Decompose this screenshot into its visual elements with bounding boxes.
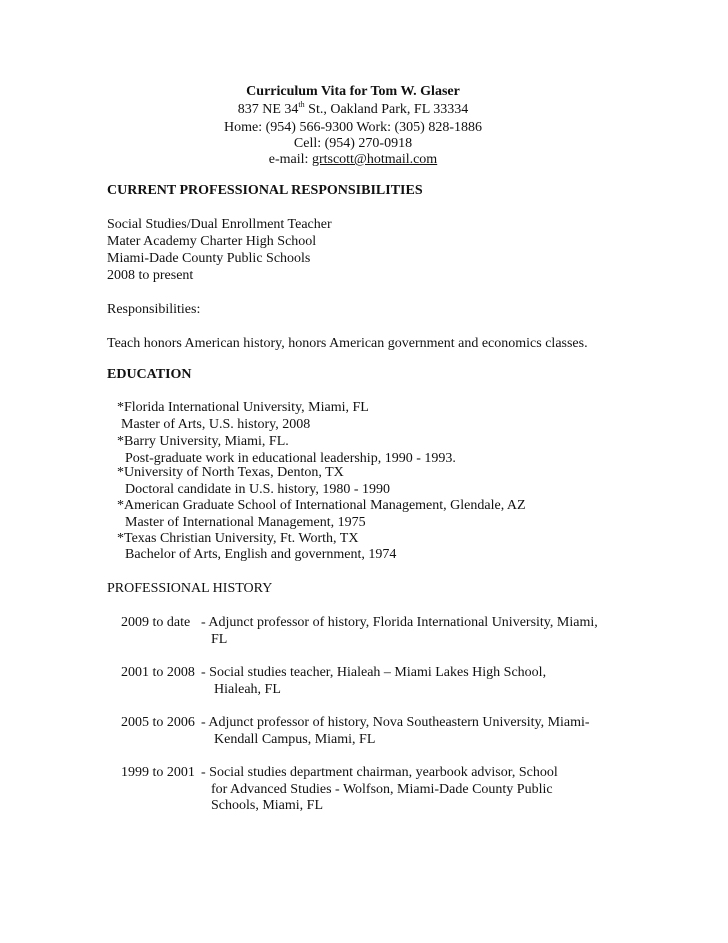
cv-title: Curriculum Vita for Tom W. Glaser	[246, 84, 460, 99]
history-desc: - Social studies department chairman, yearbook advisor, School	[201, 765, 558, 780]
history-date: 1999 to 2001	[121, 765, 195, 780]
history-desc: Kendall Campus, Miami, FL	[214, 732, 376, 747]
history-desc: - Social studies teacher, Hialeah – Miami Lakes High School,	[201, 665, 547, 680]
education-line: Doctoral candidate in U.S. history, 1980 - 1990	[125, 482, 391, 497]
current-line: Social Studies/Dual Enrollment Teacher	[107, 217, 332, 232]
email-line	[0, 151, 706, 169]
history-date: 2005 to 2006	[121, 715, 195, 730]
history-desc: - Adjunct professor of history, Florida International University, Miami,	[201, 615, 598, 630]
education-line: Bachelor of Arts, English and government, 1974	[125, 547, 397, 562]
email-label: e-mail:	[268, 152, 312, 167]
cell-line: Cell: (954) 270-0918	[293, 136, 413, 151]
current-line: Mater Academy Charter High School	[107, 234, 317, 249]
current-line: Miami-Dade County Public Schools	[107, 251, 311, 266]
current-line: 2008 to present	[107, 268, 194, 283]
education-line: Master of International Management, 1975	[125, 515, 366, 530]
history-date: 2009 to date	[121, 615, 191, 630]
history-desc: Hialeah, FL	[214, 682, 281, 697]
education-heading: EDUCATION	[107, 367, 192, 382]
education-line: *American Graduate School of International Management, Glendale, AZ	[117, 498, 526, 513]
address-sup: th	[298, 100, 305, 109]
current-heading: CURRENT PROFESSIONAL RESPONSIBILITIES	[107, 183, 423, 198]
education-line: *Barry University, Miami, FL.	[117, 434, 289, 449]
education-line: *University of North Texas, Denton, TX	[117, 465, 344, 480]
history-desc: for Advanced Studies - Wolfson, Miami-Dade County Public	[211, 782, 553, 797]
education-line: Master of Arts, U.S. history, 2008	[121, 417, 311, 432]
history-desc: Schools, Miami, FL	[211, 798, 324, 813]
history-heading: PROFESSIONAL HISTORY	[107, 581, 273, 596]
address-pre: 837 NE 34	[237, 102, 299, 117]
education-line: *Florida International University, Miami, FL	[117, 400, 369, 415]
education-line: *Texas Christian University, Ft. Worth, TX	[117, 531, 359, 546]
address-line	[0, 101, 706, 119]
responsibilities-text: Teach honors American history, honors American government and economics classes.	[107, 336, 588, 351]
email-link[interactable]: grtscott@hotmail.com	[311, 152, 438, 167]
education-line: Post-graduate work in educational leadership, 1990 - 1993.	[125, 451, 456, 466]
address-post: St., Oakland Park, FL 33334	[304, 102, 469, 117]
history-date: 2001 to 2008	[121, 665, 195, 680]
history-desc: FL	[211, 632, 228, 647]
phone-line: Home: (954) 566-9300 Work: (305) 828-1886	[224, 120, 482, 135]
history-desc: - Adjunct professor of history, Nova Southeastern University, Miami-	[201, 715, 590, 730]
responsibilities-label: Responsibilities:	[107, 302, 201, 317]
